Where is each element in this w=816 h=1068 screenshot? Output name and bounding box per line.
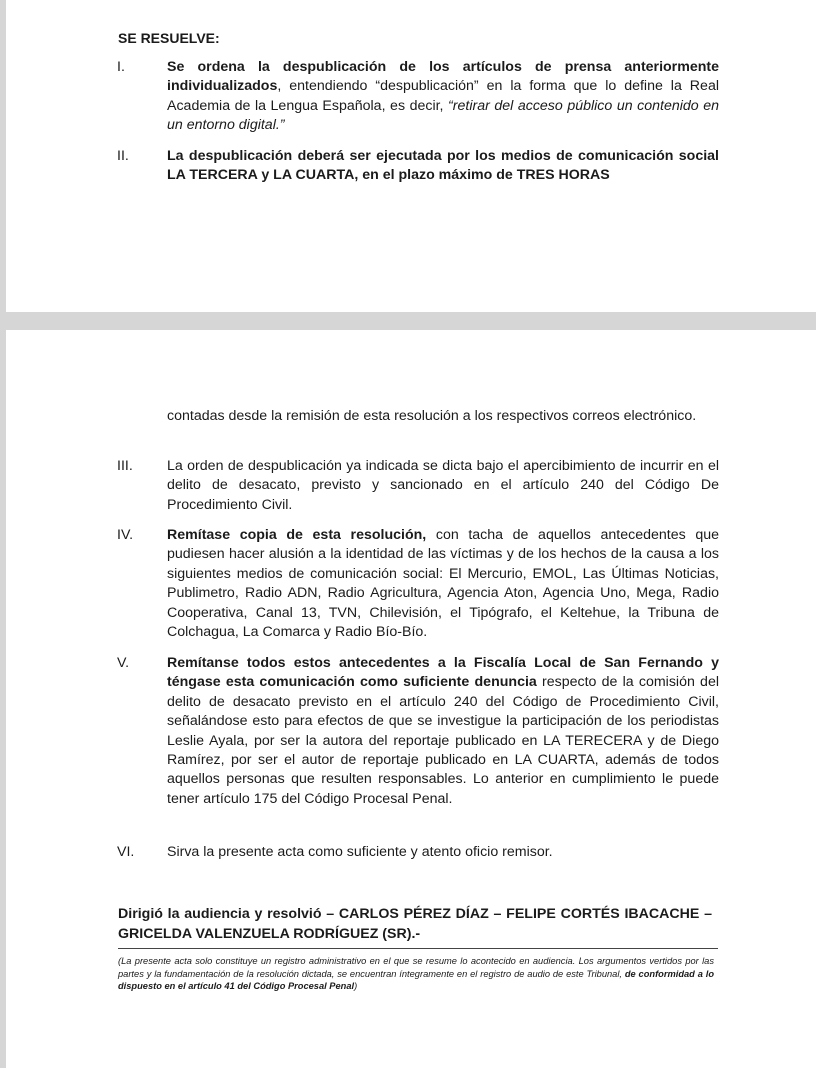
item-text: Sirva la presente acta como suficiente y atento oficio remisor. [167, 844, 553, 860]
item-number: V. [117, 655, 130, 671]
footnote-end: ) [354, 981, 358, 992]
item-bold-text: Remítanse todos estos antecedentes a la Fiscalía Local de San Fernando y téngase esta comunicación como suficiente denuncia [167, 655, 719, 691]
item-body-text: , entendiendo “despublicación” en la forma que lo define la Real Academia de la Lengua Española, es decir, [167, 78, 719, 114]
document-page-1 [6, 0, 816, 312]
item-number: II. [117, 148, 129, 164]
signature-line: Dirigió la audiencia y resolvió – CARLOS PÉREZ DÍAZ – FELIPE CORTÉS IBACACHE – GRICELDA VALENZUELA RODRÍGUEZ (SR).- [118, 906, 712, 942]
divider [118, 948, 718, 949]
item-number: III. [117, 458, 133, 474]
footnote-bold-text: de conformidad a lo dispuesto en el artículo 41 del Código Procesal Penal [118, 968, 714, 992]
item-text: contadas desde la remisión de esta resolución a los respectivos correos electrónico. [167, 408, 697, 424]
item-text [167, 147, 719, 186]
item-quote-text: “retirar del acceso público un contenido en un entorno digital.” [167, 97, 719, 134]
item-body-text: con tacha de aquellos antecedentes que pudiesen hacer alusión a la identidad de las víctimas y de los hechos de la causa a los siguientes medios de comunicación social: El Mercurio, EMOL, Las Últimas Noticias, Publimetro, Radio ADN, Radio Agricultura, Agencia Aton, Agencia Uno, Mega, Radio Cooperativa, Canal 13, TVN, Chilevisión, el Tipógrafo, el Keltehue, la Tribuna de Colchagua, La Comarca y Radio Bío-Bío. [167, 527, 719, 641]
item-text [167, 58, 719, 136]
resolution-item-5 [117, 654, 719, 809]
item-bold-text: Remítase copia de esta resolución, [167, 527, 427, 543]
item-number: VI. [117, 844, 135, 860]
document-page-2 [6, 330, 816, 1068]
resolution-item-2-continuation [117, 407, 719, 426]
item-bold-text: Se ordena la despublicación de los artículos de prensa anteriormente individualizados [167, 59, 719, 95]
resolution-item-6 [117, 843, 719, 862]
resolution-item-2 [117, 147, 719, 186]
item-body-text: respecto de la comisión del delito de desacato previsto en el artículo 240 del Código de Procedimiento Civil, señalándose esto para efectos de que se investigue la participación de los periodistas Leslie Ayala, por ser la autora del reportaje publicado en LA TERECERA y de Diego Ramírez, por ser el autor de reportaje publicado en LA CUARTA, además de todos aquellos personas que resulten responsables. Lo anterior en cumplimiento le puede tener artículo 175 del Código Procesal Penal. [167, 674, 719, 807]
item-text [167, 654, 719, 809]
item-number: IV. [117, 527, 134, 543]
item-number: I. [117, 59, 125, 75]
item-text: La orden de despublicación ya indicada se dicta bajo el apercibimiento de incurrir en el delito de desacato, previsto y sancionado en el artículo 240 del Código De Procedimiento Civil. [167, 458, 719, 513]
resolution-item-3 [117, 457, 719, 515]
resolution-item-1 [117, 58, 719, 136]
resolution-heading: SE RESUELVE: [118, 30, 220, 46]
item-text [167, 526, 719, 642]
resolution-item-4 [117, 526, 719, 642]
item-bold-text: La despublicación deberá ser ejecutada por los medios de comunicación social LA TERCERA y LA CUARTA, en el plazo máximo de TRES HORAS [167, 148, 719, 184]
footnote-text: (La presente acta solo constituye un registro administrativo en el que se resume lo acontecido en audiencia. Los argumentos vertidos por las partes y la fundamentación de la resolución dictada, se encuentran íntegramente en el registro de audio de este Tribunal, [118, 956, 714, 979]
footnote [118, 955, 714, 993]
